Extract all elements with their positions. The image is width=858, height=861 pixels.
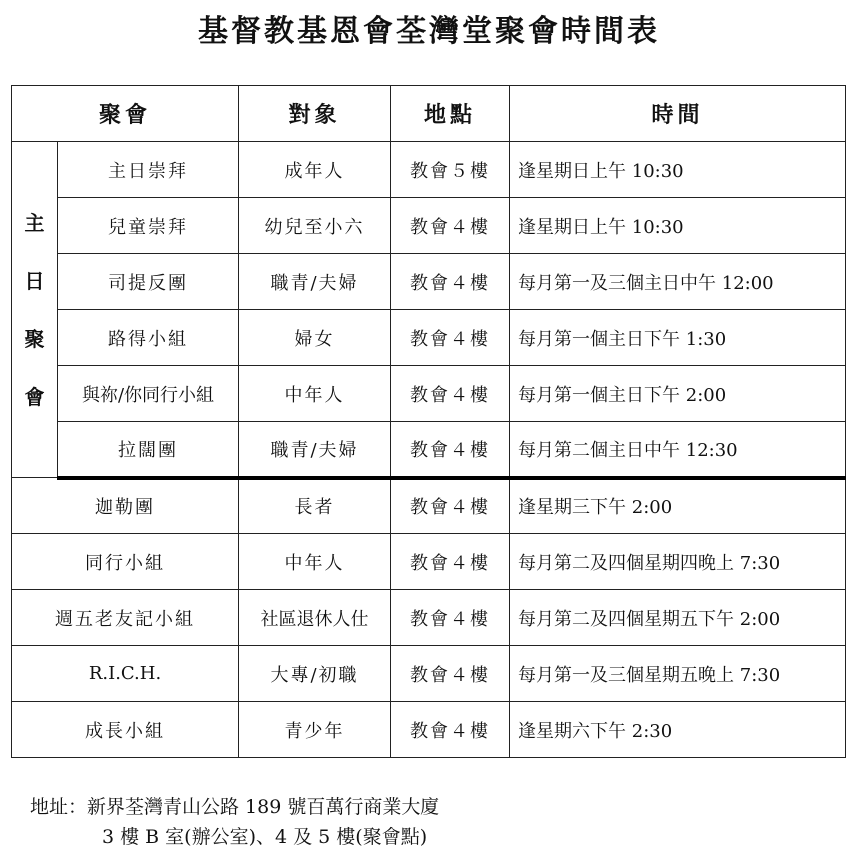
gathering-time: 每月第二個主日中午 12:30 xyxy=(510,422,846,478)
gathering-location: 教會４樓 xyxy=(391,702,510,758)
gathering-name: 主日崇拜 xyxy=(58,142,239,198)
gathering-name: R.I.C.H. xyxy=(12,646,239,702)
gathering-location: 教會４樓 xyxy=(391,534,510,590)
gathering-name: 與祢/你同行小組 xyxy=(58,366,239,422)
table-row xyxy=(12,590,846,646)
group-label-char: 日 xyxy=(24,268,45,293)
gathering-location: 教會４樓 xyxy=(391,254,510,310)
table-row xyxy=(12,702,846,758)
group-label-char: 會 xyxy=(24,384,45,409)
gathering-time: 每月第一個主日下午 1:30 xyxy=(510,310,846,366)
table-row xyxy=(12,646,846,702)
gathering-audience: 青少年 xyxy=(239,702,391,758)
gathering-location: 教會４樓 xyxy=(391,422,510,478)
gathering-location: 教會４樓 xyxy=(391,478,510,534)
schedule-table xyxy=(11,85,846,758)
gathering-time: 逢星期三下午 2:00 xyxy=(510,478,846,534)
header-time: 時間 xyxy=(510,86,846,142)
gathering-location: 教會４樓 xyxy=(391,310,510,366)
header-row xyxy=(12,86,846,142)
header-gathering: 聚會 xyxy=(12,86,239,142)
gathering-audience: 中年人 xyxy=(239,366,391,422)
table-row xyxy=(12,198,846,254)
gathering-audience: 成年人 xyxy=(239,142,391,198)
gathering-audience: 職青/夫婦 xyxy=(239,422,391,478)
table-row xyxy=(12,310,846,366)
address-block xyxy=(30,792,439,852)
group-label-char: 主 xyxy=(24,210,45,235)
header-audience: 對象 xyxy=(239,86,391,142)
gathering-audience: 職青/夫婦 xyxy=(239,254,391,310)
gathering-location: 教會４樓 xyxy=(391,366,510,422)
table-row xyxy=(12,422,846,478)
gathering-name: 拉闊團 xyxy=(58,422,239,478)
gathering-name: 成長小組 xyxy=(12,702,239,758)
gathering-audience: 長者 xyxy=(239,478,391,534)
gathering-audience: 社區退休人仕 xyxy=(239,590,391,646)
table-row xyxy=(12,254,846,310)
gathering-audience: 大專/初職 xyxy=(239,646,391,702)
group-label-char: 聚 xyxy=(24,326,45,351)
gathering-name: 迦勒團 xyxy=(12,478,239,534)
gathering-time: 每月第一個主日下午 2:00 xyxy=(510,366,846,422)
gathering-time: 逢星期日上午 10:30 xyxy=(510,198,846,254)
address-line-1: 地址：新界荃灣青山公路 189 號百萬行商業大廈 xyxy=(30,796,440,818)
gathering-name: 週五老友記小組 xyxy=(12,590,239,646)
gathering-location: 教會４樓 xyxy=(391,198,510,254)
gathering-location: 教會５樓 xyxy=(391,142,510,198)
gathering-time: 逢星期六下午 2:30 xyxy=(510,702,846,758)
table-row xyxy=(12,478,846,534)
gathering-time: 每月第一及三個星期五晚上 7:30 xyxy=(510,646,846,702)
gathering-name: 司提反團 xyxy=(58,254,239,310)
gathering-location: 教會４樓 xyxy=(391,590,510,646)
gathering-audience: 中年人 xyxy=(239,534,391,590)
address-line-2: 3 樓 B 室(辦公室)、4 及 5 樓(聚會點) xyxy=(102,826,428,848)
gathering-name: 同行小組 xyxy=(12,534,239,590)
gathering-audience: 幼兒至小六 xyxy=(239,198,391,254)
gathering-location: 教會４樓 xyxy=(391,646,510,702)
page-title: 基督教基恩會荃灣堂聚會時間表 xyxy=(198,14,660,49)
gathering-name: 路得小組 xyxy=(58,310,239,366)
gathering-time: 每月第二及四個星期四晚上 7:30 xyxy=(510,534,846,590)
gathering-audience: 婦女 xyxy=(239,310,391,366)
gathering-time: 逢星期日上午 10:30 xyxy=(510,142,846,198)
gathering-time: 每月第一及三個主日中午 12:00 xyxy=(510,254,846,310)
table-row xyxy=(12,142,846,198)
gathering-name: 兒童崇拜 xyxy=(58,198,239,254)
gathering-time: 每月第二及四個星期五下午 2:00 xyxy=(510,590,846,646)
sunday-group-label xyxy=(12,142,58,478)
header-location: 地點 xyxy=(391,86,510,142)
table-row xyxy=(12,534,846,590)
table-row xyxy=(12,366,846,422)
